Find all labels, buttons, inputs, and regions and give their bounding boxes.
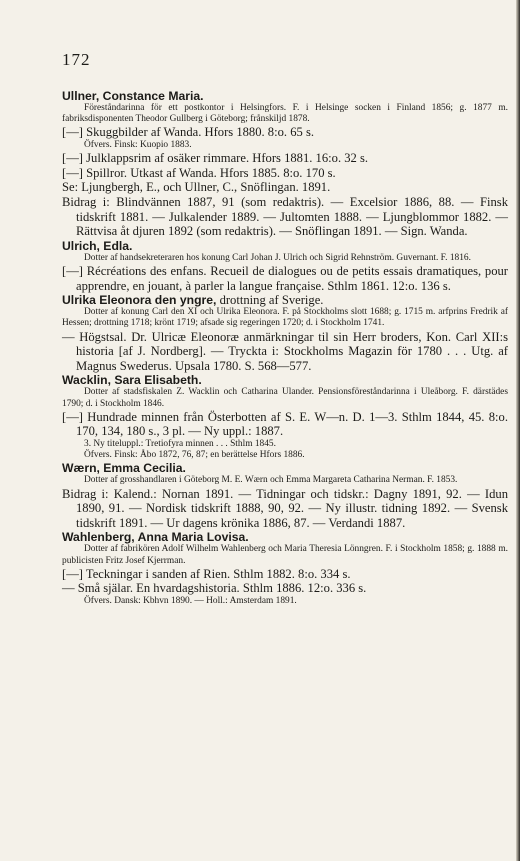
work-entry: [62, 487, 508, 531]
author-heading-text: Ulrika Eleonora den yngre,: [62, 293, 217, 308]
work-entry-text: [—] Hundrade minnen från Österbotten af S. E. W—n. D. 1—3. Sthlm 1844, 45. 8:o. 170, 134, 180 s., 3 pl. — Ny uppl.: 1887.: [62, 409, 508, 439]
work-entry: [62, 166, 508, 181]
author-biography-text: Dotter af handsekreteraren hos konung Carl Johan J. Ulrich och Sigrid Rehnström. Guvernant. F. 1816.: [84, 252, 471, 263]
page-edge-shadow: [516, 0, 520, 861]
author-biography-text: Dotter af konung Carl den XI och Ulrika Eleonora. F. på Stockholms slott 1688; g. 1715 m. arfprins Fredrik af Hessen; drottning 1718; krönt 1719; afsade sig regeringen 1720; d. i Stockholm 1741.: [62, 307, 508, 329]
author-heading: [62, 373, 508, 387]
work-entry: [62, 410, 508, 439]
work-entry-text: Bidrag i: Blindvännen 1887, 91 (som redaktris). — Excelsior 1886, 88. — Finsk tidskrift 1881. — Julkalender 1889. — Jultomten 1888. — Ljungblommor 1882. — Rättvisa åt djuren 1892 (som redaktris). — Snöflingan 1891. — Sign. Wanda.: [62, 194, 508, 239]
author-heading-text: Wahlenberg, Anna Maria Lovisa.: [62, 530, 249, 545]
work-entry-text: [—] Spillror. Utkast af Wanda. Hfors 1885. 8:o. 170 s.: [62, 165, 336, 180]
author-biography: [62, 544, 508, 566]
author-biography-text: Föreståndarinna för ett postkontor i Helsingfors. F. i Helsinge socken i Finland 1856; g. 1877 m. fabriksdisponenten Theodor Gullberg i Göteborg; frånskiljd 1878.: [62, 103, 508, 125]
author-biography: [62, 253, 508, 264]
page-number: 172: [62, 50, 91, 69]
author-heading: [62, 293, 508, 307]
work-entry: [62, 581, 508, 596]
work-entry-text: — Små själar. En hvardagshistoria. Sthlm 1886. 12:o. 336 s.: [62, 581, 367, 596]
work-entry: [62, 151, 508, 166]
author-heading-text: Wærn, Emma Cecilia.: [62, 461, 186, 476]
author-heading: [62, 530, 508, 544]
work-entry-text: Bidrag i: Kalend.: Nornan 1891. — Tidningar och tidskr.: Dagny 1891, 92. — Idun 1890, 91. — Nordisk tidskrift 1888, 90, 92. — Ny illustr. tidning 1892. — Svensk tidskrift 1891. — Ur dagens krönika 1886, 87. — Verdandi 1887.: [62, 486, 508, 530]
work-entry: [62, 180, 508, 195]
edition-note-text: Öfvers. Dansk: Kbhvn 1890. — Holl.: Amsterdam 1891.: [84, 595, 297, 606]
work-entry-text: [—] Récréations des enfans. Recueil de dialogues ou de petits essais dramatiques, pour apprendre, en jouant, à parler la langue française. Sthlm 1861. 12:o. 136 s.: [62, 263, 508, 293]
author-biography: [62, 307, 508, 329]
author-biography-text: Dotter af stadsfiskalen Z. Wacklin och Catharina Ulander. Pensionsföreståndarinna i Uleåborg. F. därstädes 1790; d. i Stockholm 1846.: [62, 387, 508, 409]
work-entry-text: — Högstsal. Dr. Ulricæ Eleonoræ anmärkningar til sin Herr broders, Kon. Carl XII:s historia [af J. Nordberg]. — Tryckta i: Stockholms Magazin för 1780 . . . Utg. af Magnus Swederus. Upsala 1780. S. 568—577.: [62, 329, 508, 373]
author-biography: [62, 475, 508, 486]
edition-note: [62, 140, 508, 151]
edition-note: [62, 596, 508, 607]
bibliography-entries: [62, 89, 508, 607]
work-entry: [62, 567, 508, 582]
edition-note-text: Öfvers. Finsk: Kuopio 1883.: [84, 140, 192, 150]
author-biography-text: Dotter af grosshandlaren i Göteborg M. E. Wærn och Emma Margareta Catharina Nerman. F. 1853.: [84, 475, 458, 486]
work-entry-text: [—] Skuggbilder af Wanda. Hfors 1880. 8:o. 65 s.: [62, 125, 314, 140]
edition-note-text: 3. Ny titeluppl.: Tretiofyra minnen . . . Sthlm 1845.: [84, 438, 276, 449]
edition-note: [62, 439, 508, 450]
work-entry: [62, 195, 508, 239]
author-heading-title: drottning af Sverige.: [216, 293, 324, 308]
work-entry-text: [—] Teckningar i sanden af Rien. Sthlm 1882. 8:o. 334 s.: [62, 566, 351, 581]
author-heading: [62, 89, 508, 103]
work-entry: [62, 264, 508, 293]
edition-note-text: Öfvers. Finsk: Åbo 1872, 76, 87; en berättelse Hfors 1886.: [84, 450, 305, 461]
author-heading-text: Wacklin, Sara Elisabeth.: [62, 373, 202, 388]
author-heading: [62, 239, 508, 253]
author-biography-text: Dotter af fabrikören Adolf Wilhelm Wahlenberg och Maria Theresia Lönngren. F. i Stockholm 1858; g. 1888 m. publicisten Fritz Josef Kjerrman.: [62, 544, 508, 566]
work-entry-text: Se: Ljungbergh, E., och Ullner, C., Snöflingan. 1891.: [62, 180, 331, 195]
edition-note: [62, 450, 508, 461]
work-entry: [62, 125, 508, 140]
work-entry-text: [—] Julklappsrim af osäker rimmare. Hfors 1881. 16:o. 32 s.: [62, 151, 369, 166]
author-biography: [62, 103, 508, 125]
author-heading-text: Ullner, Constance Maria.: [62, 89, 204, 103]
author-heading: [62, 461, 508, 475]
author-biography: [62, 387, 508, 409]
work-entry: [62, 330, 508, 374]
author-heading-text: Ulrich, Edla.: [62, 238, 133, 253]
